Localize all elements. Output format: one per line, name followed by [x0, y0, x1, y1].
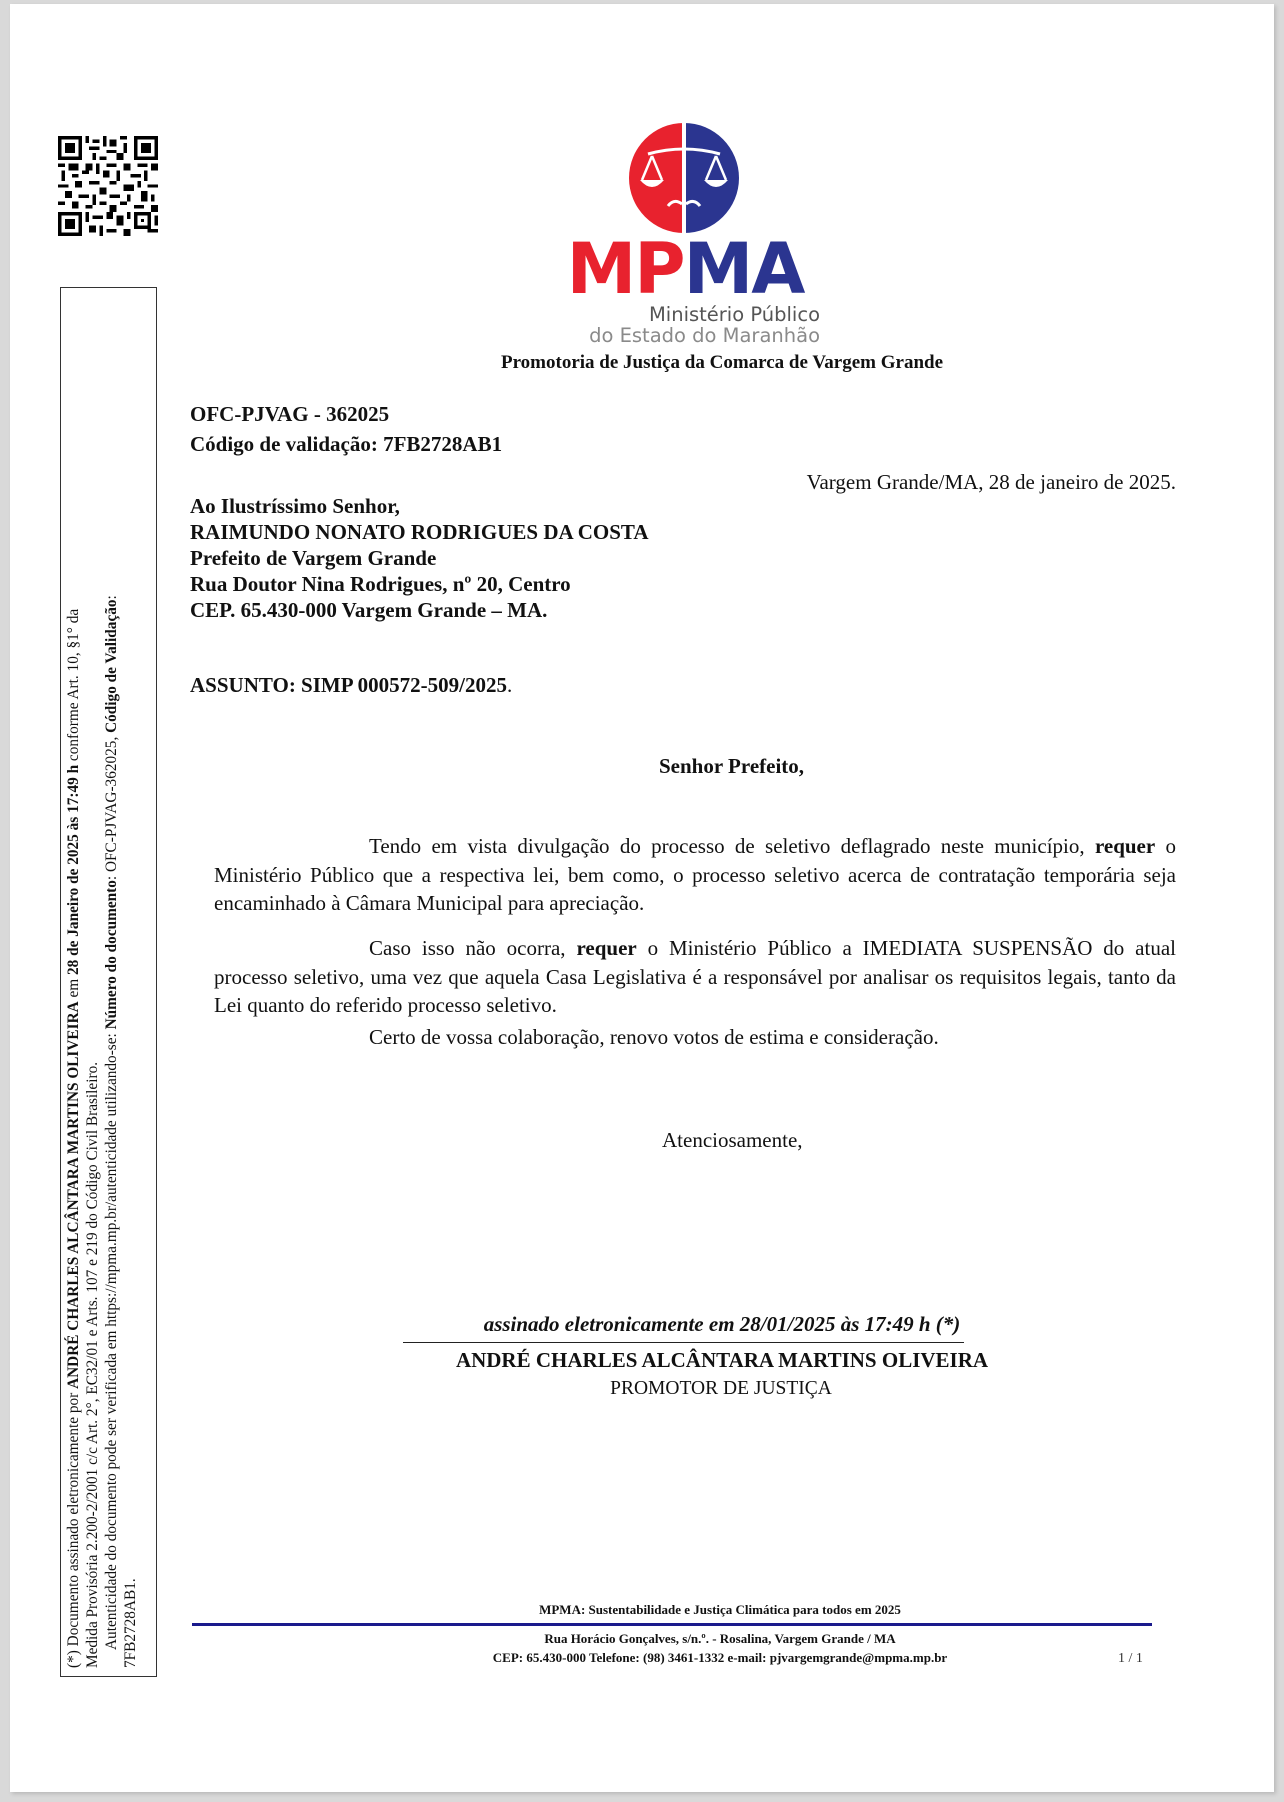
note-line-4: [121, 294, 140, 1668]
logo-ma: MA: [683, 228, 804, 310]
closing: Atenciosamente,: [662, 1128, 803, 1152]
scales-of-justice-icon: [628, 122, 740, 234]
body-paragraph-3: [214, 1023, 1176, 1052]
recipient-name: RAIMUNDO NONATO RODRIGUES DA COSTA: [190, 520, 649, 544]
note-signer: ANDRÉ CHARLES ALCÂNTARA MARTINS OLIVEIRA: [65, 1001, 82, 1389]
footer-contact: CEP: 65.430-000 Telefone: (98) 3461-1332 e-mail: pjvargemgrande@mpma.mp.br: [492, 1650, 948, 1665]
body-paragraph-1: [214, 832, 1176, 918]
note-text: em: [65, 974, 82, 1002]
signer-role: PROMOTOR DE JUSTIÇA: [610, 1378, 832, 1399]
signer-name: ANDRÉ CHARLES ALCÂNTARA MARTINS OLIVEIRA: [455, 1348, 989, 1372]
recipient-salutation: Ao Ilustríssimo Senhor,: [190, 494, 400, 518]
signature-line: [403, 1342, 964, 1343]
subject-suffix: .: [506, 673, 513, 697]
paragraph-emphasis: requer: [1094, 834, 1156, 858]
note-text: Autenticidade do documento pode ser verificada em https://mpma.mp.br/autenticidade utilizando-se:: [103, 1029, 120, 1650]
note-line-2: [83, 294, 102, 1668]
subject-line: [190, 673, 512, 698]
note-validation-code: 7FB2728AB1.: [122, 1578, 139, 1668]
authenticity-note-box: [60, 287, 157, 1677]
paragraph-text: Tendo em vista divulgação do processo de seletivo deflagrado neste município,: [369, 834, 1085, 858]
note-text: : OFC-PJVAG-362025,: [103, 732, 120, 881]
recipient-title: Prefeito de Vargem Grande: [190, 546, 437, 570]
page-number: 1 / 1: [1118, 1651, 1143, 1666]
qr-code-icon: [58, 136, 158, 236]
paragraph-text: o Ministério Público que a respectiva lei, bem como, o processo seletivo acerca de contratação temporária seja encaminhado à Câmara Municipal para apreciação.: [214, 834, 1177, 915]
logo-mp: MP: [566, 228, 684, 310]
document-page: [10, 4, 1274, 1792]
logo-line-2: do Estado do Maranhão: [589, 324, 820, 347]
paragraph-emphasis: requer: [576, 936, 637, 960]
recipient-street: Rua Doutor Nina Rodrigues, nº 20, Centro: [190, 572, 571, 596]
note-text: :: [103, 595, 120, 600]
note-line-3: [102, 294, 121, 1668]
place-date: Vargem Grande/MA, 28 de janeiro de 2025.: [806, 470, 1176, 494]
body-paragraph-2: [214, 934, 1176, 1020]
recipient-cep: CEP. 65.430-000 Vargem Grande – MA.: [190, 598, 548, 622]
paragraph-text: o Ministério Público a IMEDIATA SUSPENSÃO do atual processo seletivo, uma vez que aquela Casa Legislativa é a responsável por analisar os requisitos legais, tanto da Lei quanto do referido processo seletivo.: [214, 936, 1176, 1017]
validation-code: Código de validação: 7FB2728AB1: [190, 432, 503, 456]
mpma-logo: [550, 122, 820, 347]
footer-address: Rua Horácio Gonçalves, s/n.º. - Rosalina, Vargem Grande / MA: [544, 1631, 896, 1646]
issuing-unit: Promotoria de Justiça da Comarca de Vargem Grande: [500, 352, 944, 373]
note-text: Medida Provisória 2.200-2/2001 c/c Art. 2°, EC32/01 e Arts. 107 e 219 do Código Civil Brasileiro.: [84, 1061, 101, 1668]
logo-line-1: Ministério Público: [648, 303, 820, 326]
note-doc-number-label: Número do documento: [103, 880, 120, 1030]
office-number: OFC-PJVAG - 362025: [190, 402, 390, 426]
greeting: Senhor Prefeito,: [659, 754, 805, 778]
note-datetime: 28 de Janeiro de 2025 às 17:49 h: [65, 764, 82, 975]
footer-tagline: MPMA: Sustentabilidade e Justiça Climática para todos em 2025: [539, 1602, 901, 1617]
footer-rule: [192, 1623, 1152, 1626]
authenticity-note: [61, 288, 157, 1677]
signature-stamp: assinado eletronicamente em 28/01/2025 às 17:49 h (*): [483, 1312, 961, 1336]
note-text: (*) Documento assinado eletronicamente por: [65, 1388, 82, 1668]
logo-wordmark: [550, 228, 820, 310]
note-text: conforme Art. 10, §1° da: [65, 608, 82, 765]
subject-label: ASSUNTO: SIMP 000572-509/2025: [190, 673, 507, 697]
paragraph-text: Certo de vossa colaboração, renovo votos de estima e consideração.: [369, 1025, 939, 1049]
note-validation-label: Código de Validação: [103, 599, 120, 733]
paragraph-text: Caso isso não ocorra,: [369, 936, 577, 960]
note-line-1: [64, 294, 83, 1668]
